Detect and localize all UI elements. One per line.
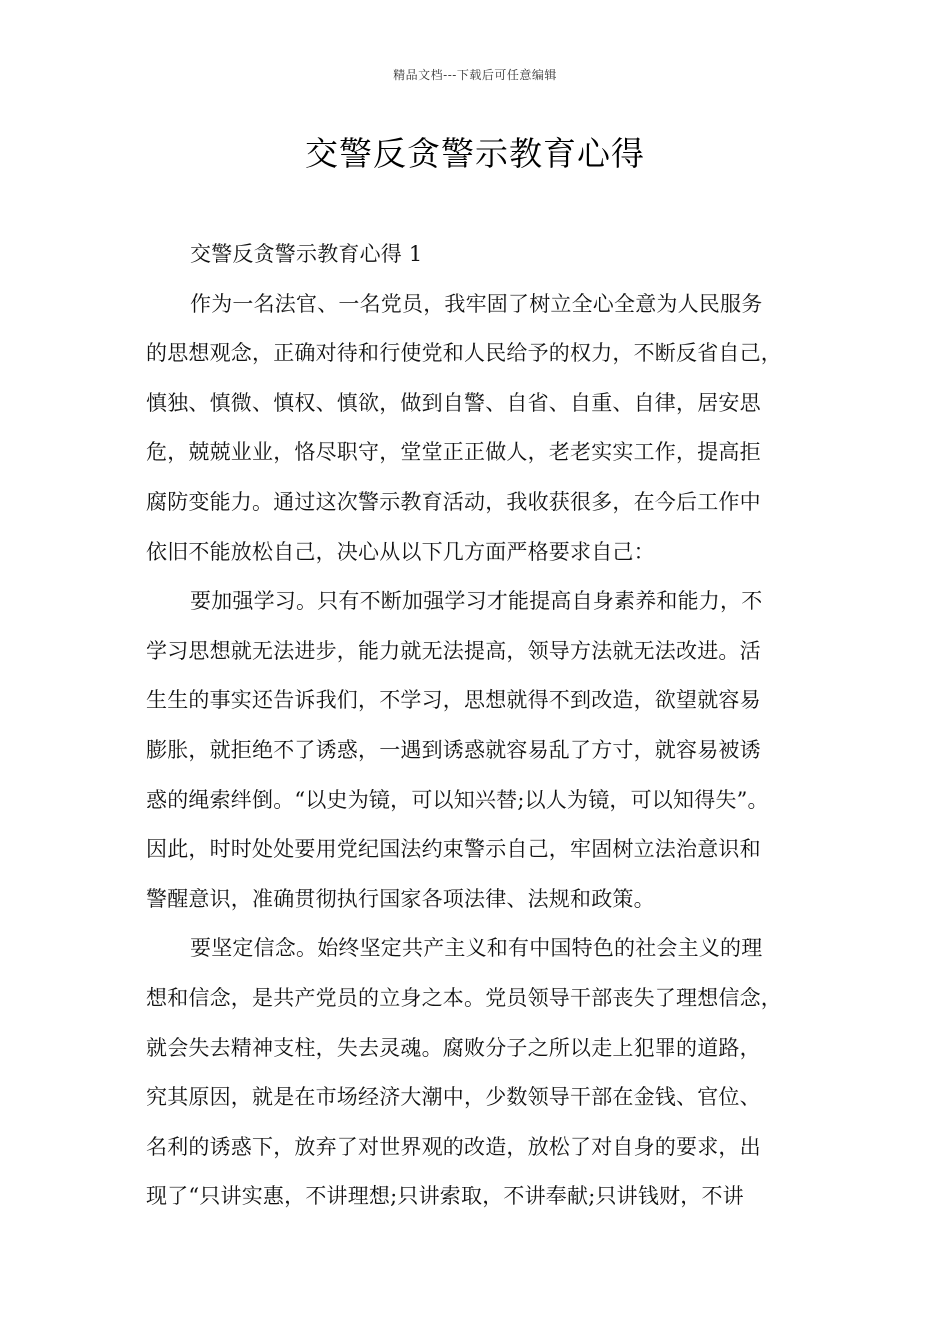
paragraph-line: 慎独、慎微、慎权、慎欲，做到自警、自省、自重、自律，居安思 <box>146 390 761 415</box>
paragraph-line: 危，兢兢业业，恪尽职守，堂堂正正做人，老老实实工作，提高拒 <box>146 440 761 465</box>
paragraph-line: 学习思想就无法进步，能力就无法提高，领导方法就无法改进。活 <box>146 638 761 663</box>
paragraph-line: 现了“只讲实惠，不讲理想;只讲索取，不讲奉献;只讲钱财，不讲 <box>146 1184 744 1209</box>
paragraph-line: 依旧不能放松自己，决心从以下几方面严格要求自己： <box>146 539 655 564</box>
header-note: 精品文档---下载后可任意编辑 <box>393 68 557 82</box>
paragraph-line: 惑的绳索绊倒。“以史为镜，可以知兴替;以人为镜，可以知得失”。 <box>146 787 769 812</box>
document-title: 交警反贪警示教育心得 <box>305 134 645 173</box>
paragraph-line: 生生的事实还告诉我们，不学习，思想就得不到改造，欲望就容易 <box>146 688 761 713</box>
paragraph-line: 警醒意识，准确贯彻执行国家各项法律、法规和政策。 <box>146 886 655 911</box>
paragraph-line: 腐防变能力。通过这次警示教育活动，我收获很多，在今后工作中 <box>146 489 761 514</box>
paragraph-line: 要坚定信念。始终坚定共产主义和有中国特色的社会主义的理 <box>190 936 763 961</box>
paragraph-line: 究其原因，就是在市场经济大潮中，少数领导干部在金钱、官位、 <box>146 1085 761 1110</box>
paragraph-line: 因此，时时处处要用党纪国法约束警示自己，牢固树立法治意识和 <box>146 837 761 862</box>
paragraph-line: 作为一名法官、一名党员，我牢固了树立全心全意为人民服务 <box>190 291 763 316</box>
paragraph-line: 就会失去精神支柱，失去灵魂。腐败分子之所以走上犯罪的道路， <box>146 1035 761 1060</box>
paragraph-line: 膨胀，就拒绝不了诱惑，一遇到诱惑就容易乱了方寸，就容易被诱 <box>146 737 761 762</box>
paragraph-line: 想和信念，是共产党员的立身之本。党员领导干部丧失了理想信念， <box>146 985 782 1010</box>
paragraph-line: 名利的诱惑下，放弃了对世界观的改造，放松了对自身的要求，出 <box>146 1134 761 1159</box>
document-body <box>146 230 818 1222</box>
paragraph-line: 的思想观念，正确对待和行使党和人民给予的权力，不断反省自己， <box>146 341 782 366</box>
paragraph-line: 要加强学习。只有不断加强学习才能提高自身素养和能力，不 <box>190 589 763 614</box>
section-heading: 交警反贪警示教育心得 1 <box>190 242 423 266</box>
